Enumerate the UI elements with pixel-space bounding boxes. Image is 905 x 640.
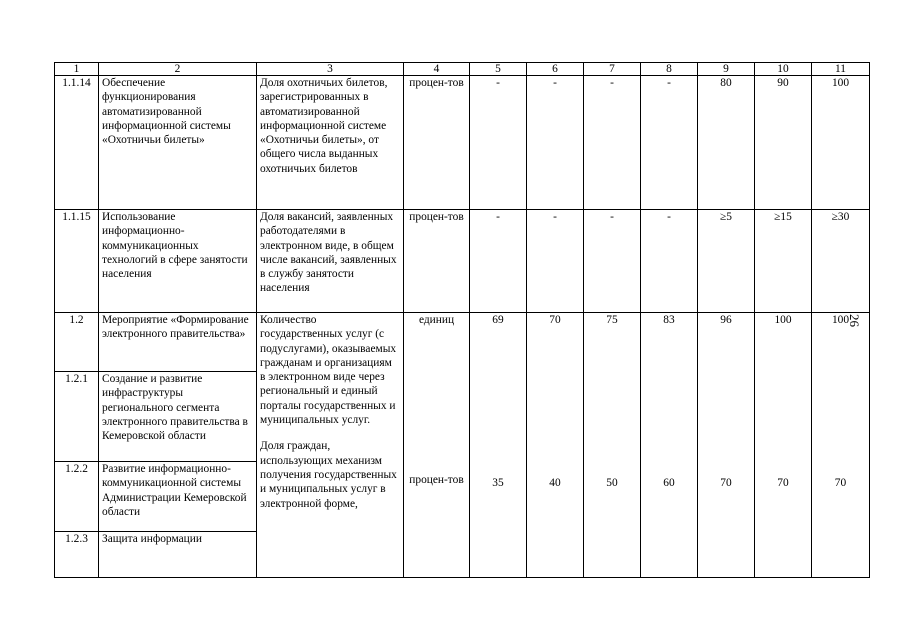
row-code: 1.2.1 xyxy=(55,372,99,462)
row-code: 1.1.15 xyxy=(55,210,99,313)
value-cell: 75 xyxy=(606,314,618,326)
table-row-1-1-14 xyxy=(55,76,870,210)
value-cell: 70 xyxy=(834,477,847,490)
value-cell: 96 xyxy=(720,314,732,326)
activity-name: Развитие информационно-коммуникационной системы Администрации Кемеровской области xyxy=(99,462,257,532)
activity-name: Обеспечение функционирования автоматизированной информационной системы «Охотничьи билеты» xyxy=(99,76,257,210)
value-cell: 70 xyxy=(777,477,789,490)
unit: единиц xyxy=(418,314,455,326)
row-code: 1.2.2 xyxy=(55,462,99,532)
value-cell: - xyxy=(470,210,527,313)
activity-name: Использование информационно-коммуникационных технологий в сфере занятости населения xyxy=(99,210,257,313)
value-cell: 70 xyxy=(549,314,561,326)
activity-name: Мероприятие «Формирование электронного правительства» xyxy=(99,313,257,372)
value-cell-merged xyxy=(527,313,584,578)
value-cell: 50 xyxy=(606,477,618,490)
activity-name: Защита информации xyxy=(99,532,257,578)
unit-merged xyxy=(404,313,470,578)
value-cell: 100 xyxy=(812,76,870,210)
col-header: 9 xyxy=(698,63,755,76)
value-cell: 40 xyxy=(549,477,561,490)
value-cell: - xyxy=(584,210,641,313)
activity-name: Создание и развитие инфраструктуры регионального сегмента электронного правительства в Кемеровской области xyxy=(99,372,257,462)
indicator-text: Доля охотничьих билетов, зарегистрированных в автоматизированной информационной системе «Охотничьи билеты», от общего числа выданных охотничьих билетов xyxy=(257,76,404,210)
value-cell: 70 xyxy=(720,477,732,490)
value-cell-merged xyxy=(470,313,527,578)
col-header: 4 xyxy=(404,63,470,76)
unit: процен-тов xyxy=(409,474,464,487)
value-cell-merged xyxy=(641,313,698,578)
value-cell: ≥15 xyxy=(755,210,812,313)
table-row-1-1-15 xyxy=(55,210,870,313)
value-cell: 69 xyxy=(492,314,504,326)
value-cell-merged xyxy=(698,313,755,578)
value-cell: - xyxy=(470,76,527,210)
value-cell-merged xyxy=(584,313,641,578)
col-header: 2 xyxy=(99,63,257,76)
value-cell: 80 xyxy=(698,76,755,210)
value-cell-merged xyxy=(755,313,812,578)
value-cell: ≥5 xyxy=(698,210,755,313)
value-cell: - xyxy=(641,210,698,313)
value-cell: - xyxy=(527,76,584,210)
col-header: 6 xyxy=(527,63,584,76)
col-header: 10 xyxy=(755,63,812,76)
unit: процен-тов xyxy=(404,76,470,210)
value-cell: - xyxy=(584,76,641,210)
indicator-text: Доля граждан, использующих механизм получения государственных и муниципальных услуг в электронной форме, xyxy=(260,440,397,510)
value-cell: ≥30 xyxy=(812,210,870,313)
value-cell: 100 xyxy=(831,314,850,326)
indicators-table xyxy=(54,62,870,578)
value-cell: 35 xyxy=(492,477,504,490)
unit: процен-тов xyxy=(404,210,470,313)
indicator-text: Доля вакансий, заявленных работодателями в электронном виде, в общем числе вакансий, заявленных в службу занятости населения xyxy=(257,210,404,313)
col-header: 11 xyxy=(812,63,870,76)
value-cell: - xyxy=(527,210,584,313)
column-number-row xyxy=(55,63,870,76)
value-cell: 100 xyxy=(774,314,792,326)
col-header: 5 xyxy=(470,63,527,76)
value-cell: 83 xyxy=(663,314,675,326)
col-header: 7 xyxy=(584,63,641,76)
value-cell: 90 xyxy=(755,76,812,210)
row-code: 1.2 xyxy=(55,313,99,372)
table-row-1-2 xyxy=(55,313,870,372)
col-header: 3 xyxy=(257,63,404,76)
indicator-text-merged xyxy=(257,313,404,578)
row-code: 1.2.3 xyxy=(55,532,99,578)
value-cell: 60 xyxy=(663,477,675,490)
row-code: 1.1.14 xyxy=(55,76,99,210)
value-cell-merged xyxy=(812,313,870,578)
col-header: 1 xyxy=(55,63,99,76)
page-number: 26 xyxy=(847,314,862,327)
indicator-text: Количество государственных услуг (с подуслугами), оказываемых гражданам и организациям в электронном виде через региональный и единый порталы государственных и муниципальных услуг. xyxy=(260,314,397,427)
value-cell: - xyxy=(641,76,698,210)
col-header: 8 xyxy=(641,63,698,76)
